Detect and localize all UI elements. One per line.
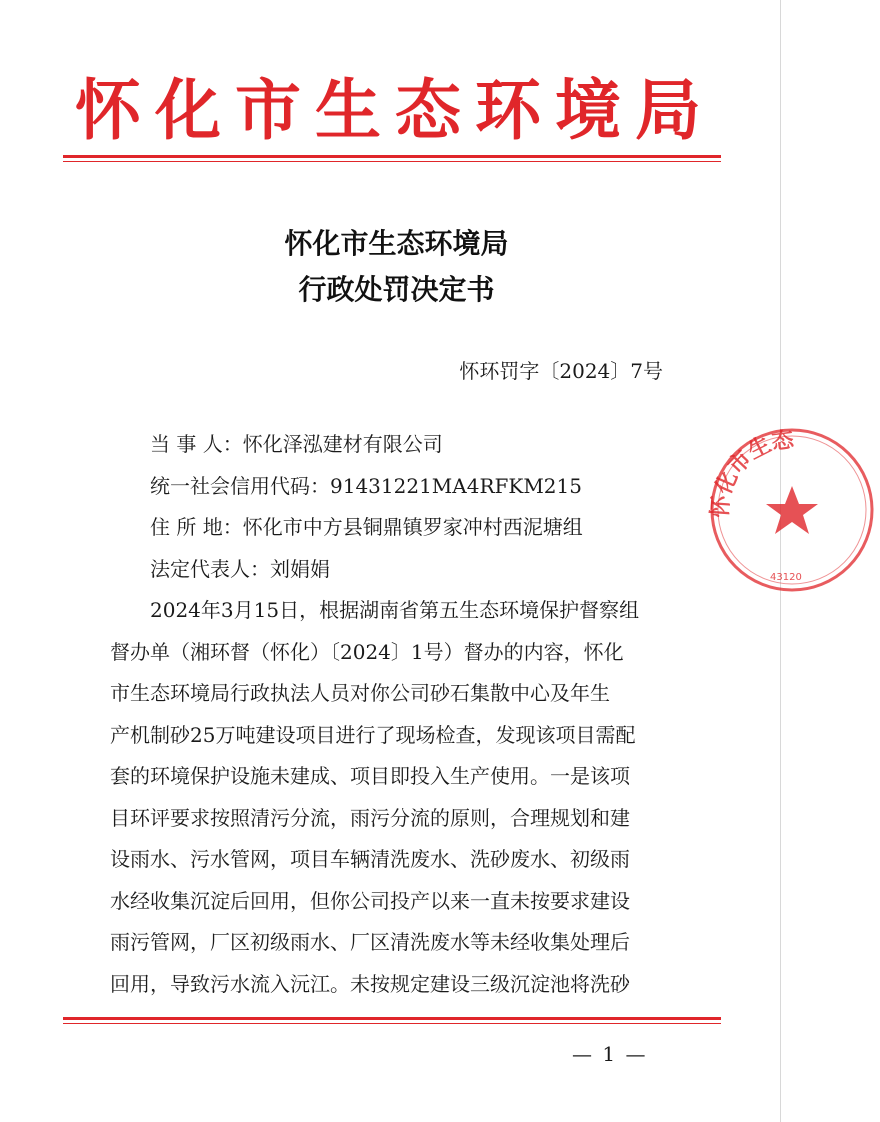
masthead-rule-thick xyxy=(63,155,721,158)
legal-rep-label: 法定代表人： xyxy=(150,556,270,581)
address-field xyxy=(110,507,670,549)
address-value: 怀化市中方县铜鼎镇罗家冲村西泥塘组 xyxy=(242,515,583,539)
paragraph-line: 水经收集沉淀后回用，但你公司投产以来一直未按要求建设 xyxy=(110,888,630,913)
seal-text: 怀化市生态 xyxy=(707,426,796,519)
address-label: 住 所 地： xyxy=(150,515,243,539)
facts-paragraph xyxy=(110,590,670,1005)
credit-code-label: 统一社会信用代码： xyxy=(150,473,330,498)
document-number: 怀环罚字〔2024〕7号 xyxy=(459,359,663,383)
paragraph-line: 目环评要求按照清污分流，雨污分流的原则，合理规划和建 xyxy=(110,805,630,830)
document-title-agency: 怀化市生态环境局 xyxy=(284,227,509,260)
paragraph-line: 回用，导致污水流入沅江。未按规定建设三级沉淀池将洗砂 xyxy=(110,971,630,996)
paragraph-line: 设雨水、污水管网，项目车辆清洗废水、洗砂废水、初级雨 xyxy=(110,847,630,871)
legal-rep-value: 刘娟娟 xyxy=(270,556,330,581)
credit-code-field xyxy=(110,466,670,508)
paragraph-line: 市生态环境局行政执法人员对你公司砂石集散中心及年生 xyxy=(110,681,610,705)
footer-rule-thin xyxy=(63,1023,721,1024)
party-label: 当 事 人： xyxy=(150,432,243,456)
paragraph-line: 2024年3月15日，根据湖南省第五生态环境保护督察组 xyxy=(150,598,640,622)
footer-rule-thick xyxy=(63,1017,721,1020)
credit-code-value: 91431221MA4RFKM215 xyxy=(330,473,582,498)
masthead-title: 怀化市生态环境局 xyxy=(75,71,715,149)
party-value: 怀化泽泓建材有限公司 xyxy=(242,432,443,456)
paragraph-line: 产机制砂25万吨建设项目进行了现场检查，发现该项目需配 xyxy=(110,722,636,747)
legal-rep-field xyxy=(110,549,670,591)
seal-code: 43120 xyxy=(770,572,802,583)
party-field xyxy=(110,424,670,466)
page-number: — 1 — xyxy=(572,1042,648,1066)
document-body xyxy=(110,424,670,1005)
paragraph-line: 套的环境保护设施未建成、项目即投入生产使用。一是该项 xyxy=(110,764,630,788)
document-title-type: 行政处罚决定书 xyxy=(298,273,495,306)
masthead-rule-thin xyxy=(63,161,721,162)
paragraph-line: 雨污管网，厂区初级雨水、厂区清洗废水等未经收集处理后 xyxy=(110,930,630,954)
official-seal-icon xyxy=(700,418,880,598)
paragraph-line: 督办单（湘环督（怀化）〔2024〕1号）督办的内容，怀化 xyxy=(110,639,624,664)
